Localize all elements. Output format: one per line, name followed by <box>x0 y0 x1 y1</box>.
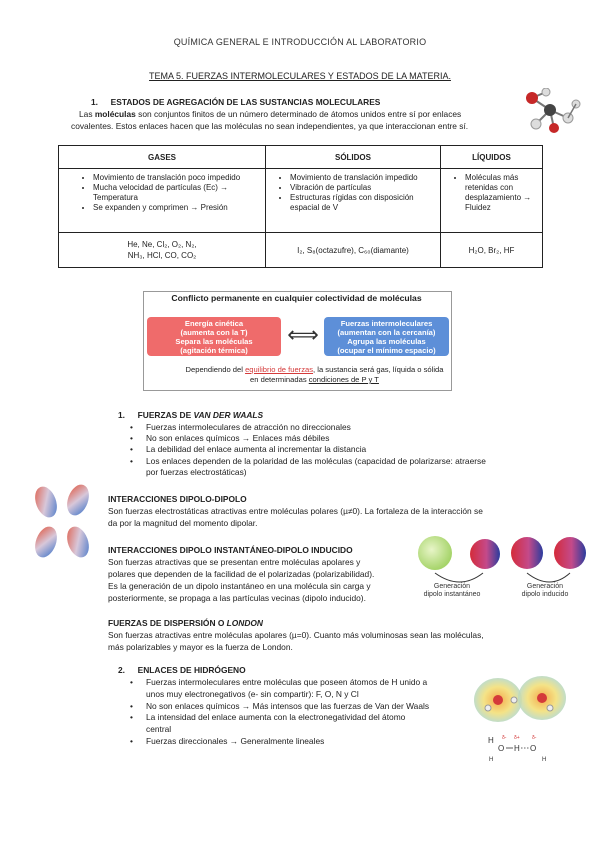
list-item: • Fuerzas direccionales → Generalmente lineales <box>130 736 450 747</box>
vdw-title-italic: VAN DER WAALS <box>193 410 264 420</box>
hidrogeno-bullet-continuation-2: central <box>146 724 172 734</box>
svg-text:δ-: δ- <box>532 735 537 741</box>
fig-label-line: dipolo instantáneo <box>423 591 481 598</box>
inducido-line3: Es la generación de un dipolo instantáneo en una molécula sin carga y <box>108 581 371 591</box>
list-item: • Se expanden y comprimen → Presión <box>93 203 261 213</box>
dipolo-line2: da por la magnitud del momento dipolar. <box>108 518 258 528</box>
intermolecular-forces-box <box>324 317 449 356</box>
intro-bold-word: moléculas <box>94 109 136 119</box>
vdw-bullet-continuation: por fuerzas electrostáticas) <box>146 467 247 477</box>
figure-label-instantaneo <box>411 583 493 599</box>
dipolo-title: INTERACCIONES DIPOLO-DIPOLO <box>108 494 247 504</box>
vdw-bullets <box>130 422 530 467</box>
list-item: • No son enlaces químicos → Enlaces más débiles <box>130 433 530 444</box>
vdw-number: 1. <box>118 410 125 420</box>
fig-label-line: dipolo inducido <box>521 591 569 598</box>
svg-text:O: O <box>498 744 505 753</box>
note-line2-underline: condiciones de P y T <box>308 375 379 384</box>
london-line1: Son fuerzas atractivas entre moléculas apolares (µ=0). Cuanto más voluminosas sean las moléculas, <box>108 630 484 640</box>
section1-intro-line2: covalentes. Estos enlaces hacen que las moléculas no sean independientes, ya que interaccionan entre sí. <box>71 121 469 131</box>
svg-text:δ+: δ+ <box>514 735 520 741</box>
table-row-examples <box>59 233 543 268</box>
molecule-model-image <box>510 88 590 136</box>
section1-heading <box>91 97 380 108</box>
inducido-line4: posteriormente, se propaga a las partículas vecinas (dipolo inducido). <box>108 593 366 603</box>
cell-gases-properties <box>59 169 266 233</box>
london-title <box>108 618 263 629</box>
note-prefix: Dependiendo del <box>185 365 246 374</box>
forces-line: Fuerzas intermoleculares <box>340 319 433 328</box>
list-item: • La debilidad del enlace aumenta al incrementar la distancia <box>130 444 530 455</box>
gases-examples-line1: He, Ne, Cl₂, O₂, N₂, <box>127 240 197 249</box>
hidrogeno-bullets-3 <box>130 736 450 747</box>
list-item: • Los enlaces dependen de la polaridad de las moléculas (capacidad de polarizarse: atraerse <box>130 456 530 467</box>
inducido-line1: Son fuerzas atractivas que se presentan entre moléculas apolares y <box>108 557 361 567</box>
hidrogeno-number: 2. <box>118 665 125 675</box>
svg-text:H: H <box>542 757 547 763</box>
cell-solidos-properties <box>266 169 441 233</box>
inducido-line2: polares que dependen de la facilidad de el polarizadas (polarizabilidad). <box>108 569 375 579</box>
list-item: • Movimiento de translación poco impedido <box>93 173 261 183</box>
london-line2: más polarizables y mayor es la fuerza de London. <box>108 642 293 652</box>
svg-text:H: H <box>488 736 494 745</box>
list-item: • Mucha velocidad de partículas (Ec) → Temperatura <box>93 183 261 203</box>
dipolo-line1: Son fuerzas electrostáticas atractivas entre moléculas polares (µ≠0). La fortaleza de la interacción se <box>108 506 483 516</box>
conflict-title: Conflicto permanente en cualquier colectividad de moléculas <box>171 293 422 303</box>
hidrogeno-title: ENLACES DE HIDRÓGENO <box>137 665 246 675</box>
kinetic-line: Energía cinética <box>184 319 244 328</box>
hidrogeno-heading <box>118 665 246 676</box>
cell-solidos-examples: I₂, S₈(octazufre), C₆₀(diamante) <box>266 233 441 268</box>
note-highlight: equilibrio de fuerzas <box>245 365 314 374</box>
list-item: • Estructuras rígidas con disposición espacial de V <box>290 193 436 213</box>
fig-label-line: Generación <box>433 583 471 590</box>
list-item: • Moléculas más retenidas con desplazamiento → Fluidez <box>465 173 538 213</box>
dipole-dipole-image <box>28 482 98 562</box>
forces-line: Agrupa las moléculas <box>347 337 426 346</box>
note-line2-prefix: en determinadas <box>250 375 309 384</box>
kinetic-line: (agitación térmica) <box>180 346 248 355</box>
svg-text:δ-: δ- <box>502 735 507 741</box>
list-item: • Movimiento de translación impedido <box>290 173 436 183</box>
table-header-liquidos: LÍQUIDOS <box>441 146 543 169</box>
forces-line: (ocupar el mínimo espacio) <box>337 346 436 355</box>
list-item: • No son enlaces químicos → Más intensos que las fuerzas de Van der Waals <box>130 701 450 712</box>
cell-liquidos-properties <box>441 169 543 233</box>
list-item: • La intensidad del enlace aumenta con la electronegatividad del átomo <box>130 712 450 723</box>
svg-text:O: O <box>530 744 537 753</box>
document-header: QUÍMICA GENERAL E INTRODUCCIÓN AL LABORATORIO <box>173 37 427 47</box>
table-row-properties <box>59 169 543 233</box>
vdw-title-prefix: FUERZAS DE <box>137 410 194 420</box>
list-item: • Vibración de partículas <box>290 183 436 193</box>
hydrogen-bond-formula-image <box>484 730 554 764</box>
section1-title: ESTADOS DE AGREGACIÓN DE LAS SUSTANCIAS MOLECULARES <box>110 97 381 107</box>
gases-examples-line2: NH₃, HCl, CO, CO₂ <box>127 251 197 260</box>
list-item: • Fuerzas intermoleculares de atracción no direccionales <box>130 422 530 433</box>
hidrogeno-bullets <box>130 677 450 688</box>
inducido-title: INTERACCIONES DIPOLO INSTANTÁNEO-DIPOLO INDUCIDO <box>108 545 353 555</box>
forces-line: (aumentan con la cercanía) <box>337 328 436 337</box>
fig-label-line: Generación <box>526 583 564 590</box>
intro-rest: son conjuntos finitos de un número determinado de átomos unidos entre sí por enlaces <box>135 109 462 119</box>
table-header-row <box>59 146 543 169</box>
kinetic-line: (aumenta con la T) <box>180 328 248 337</box>
london-title-prefix: FUERZAS DE DISPERSIÓN O <box>108 618 227 628</box>
section1-number: 1. <box>91 97 98 107</box>
kinetic-energy-box <box>147 317 281 356</box>
hidrogeno-bullet-continuation: unos muy electronegativos (e- sin compartir): F, O, N y Cl <box>146 689 359 699</box>
cell-gases-examples <box>59 233 266 268</box>
water-molecules-image <box>470 672 570 728</box>
intro-prefix: Las <box>79 109 95 119</box>
conflict-note <box>172 365 457 385</box>
vdw-heading <box>118 410 263 421</box>
table-header-gases: GASES <box>59 146 266 169</box>
svg-text:H: H <box>514 744 520 753</box>
kinetic-line: Separa las moléculas <box>175 337 253 346</box>
states-table <box>58 145 543 268</box>
figure-label-inducido <box>500 583 590 599</box>
cell-liquidos-examples: H₂O, Br₂, HF <box>441 233 543 268</box>
section1-intro-line1 <box>79 109 461 120</box>
double-arrow-icon: ⟺ <box>287 322 319 347</box>
note-rest: , la sustancia será gas, líquida o sólida <box>313 365 444 374</box>
list-item: • Fuerzas intermoleculares entre moléculas que poseen átomos de H unido a <box>130 677 450 688</box>
table-header-solidos: SÓLIDOS <box>266 146 441 169</box>
london-title-italic: LONDON <box>226 618 263 628</box>
svg-text:H: H <box>489 757 494 763</box>
topic-title: TEMA 5. FUERZAS INTERMOLECULARES Y ESTADOS DE LA MATERIA. <box>149 71 451 81</box>
hidrogeno-bullets-2 <box>130 701 450 723</box>
